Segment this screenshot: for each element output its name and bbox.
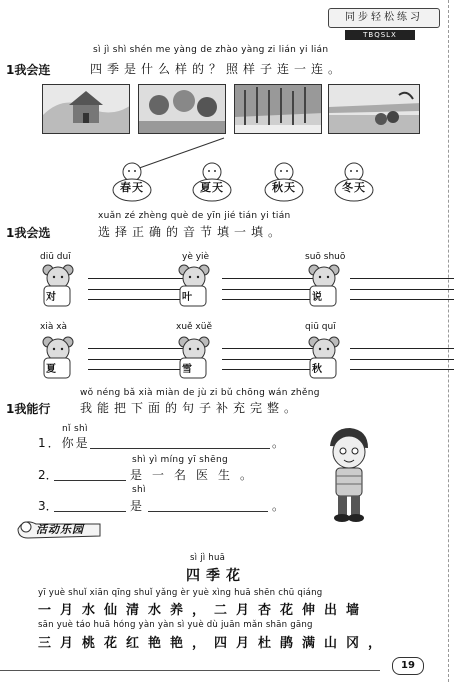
bear-char-3: 说	[312, 292, 322, 303]
q1-blank[interactable]	[90, 448, 270, 449]
q3-blank-b[interactable]	[148, 511, 268, 512]
poem-line2-pinyin: sān yuè táo huā hóng yàn yàn sì yuè dù juān mǎn shān gāng	[38, 620, 313, 630]
section1-pinyin: sì jì shì shén me yàng de zhào yàng zi lián yi lián	[93, 45, 329, 55]
answer-lines-6[interactable]	[350, 348, 454, 370]
answer-lines-3[interactable]	[350, 278, 454, 300]
q2-blank[interactable]	[54, 480, 126, 481]
section3-heading: 1我能行	[6, 402, 51, 416]
choice-pinyin-1: diū duī	[40, 252, 71, 262]
q1-end: 。	[272, 436, 285, 450]
season-autumn[interactable]	[262, 162, 306, 204]
bear-char-6: 秋	[312, 364, 322, 375]
poem-line1-pinyin: yī yuè shuǐ xiān qīng shuǐ yǎng èr yuè xìng huā shēn chū qiáng	[38, 588, 323, 598]
q2-number: 2．	[38, 468, 58, 482]
activity-banner-label: 活动乐园	[36, 523, 84, 536]
section1-heading: 1我会连	[6, 63, 51, 77]
season-winter[interactable]	[332, 162, 376, 204]
header-subtitle: TBQSLX	[345, 30, 415, 40]
bear-card-4	[40, 336, 76, 382]
season-summer[interactable]	[190, 162, 234, 204]
poem-title: 四季花	[186, 568, 246, 584]
bear-card-6	[306, 336, 342, 382]
q1-text: 1．你是	[38, 436, 90, 450]
choice-pinyin-5: xuě xüě	[176, 322, 212, 332]
bear-card-1	[40, 264, 76, 310]
bear-card-5	[176, 336, 212, 382]
section3-pinyin: wǒ néng bǎ xià miàn de jù zi bǔ chōng wán zhěng	[80, 388, 320, 398]
footer-rule	[0, 670, 380, 671]
poem-line2: 三月桃花红艳艳，四月杜鹃满山冈，	[38, 636, 391, 651]
poem-title-pinyin: sì jì huā	[190, 553, 226, 563]
q3-pinyin: shì	[132, 485, 146, 495]
bear-card-2	[176, 264, 212, 310]
q3-end: 。	[272, 499, 285, 513]
choice-pinyin-3: suō shuō	[305, 252, 346, 262]
header-title: 同步轻松练习	[345, 12, 423, 23]
q2-text: 是一名医生。	[130, 468, 263, 482]
q3-blank-a[interactable]	[54, 511, 126, 512]
season-label: 春天	[120, 181, 144, 194]
season-label: 秋天	[272, 181, 296, 194]
bear-char-5: 雪	[182, 364, 192, 375]
section2-instruction: 选择正确的音节填一填。	[98, 225, 286, 239]
q2-pinyin: shì yì míng yī shēng	[132, 455, 229, 465]
choice-pinyin-6: qiū quī	[305, 322, 336, 332]
poem-line1: 一月水仙清水养，二月杏花伸出墙	[38, 603, 369, 618]
choice-pinyin-4: xià xà	[40, 322, 68, 332]
page-number: 19	[392, 657, 424, 675]
boy-cartoon-illustration	[318, 424, 378, 524]
bear-char-1: 对	[46, 292, 56, 303]
section1-instruction: 四季是什么样的？照样子连一连。	[90, 62, 346, 76]
choice-pinyin-2: yè yiè	[182, 252, 210, 262]
q3-text: 是	[130, 499, 143, 513]
bear-char-2: 叶	[182, 292, 192, 303]
q1-pinyin: nǐ shì	[62, 424, 88, 434]
activity-banner	[14, 516, 104, 542]
bear-card-3	[306, 264, 342, 310]
section2-pinyin: xuǎn zé zhèng què de yīn jié tián yi tián	[98, 211, 291, 221]
season-spring[interactable]	[110, 162, 154, 204]
q3-number: 3．	[38, 499, 58, 513]
section2-heading: 1我会选	[6, 226, 51, 240]
season-label: 夏天	[200, 181, 224, 194]
bear-char-4: 夏	[46, 364, 56, 375]
season-label: 冬天	[342, 181, 366, 194]
section3-instruction: 我能把下面的句子补充完整。	[80, 401, 302, 415]
